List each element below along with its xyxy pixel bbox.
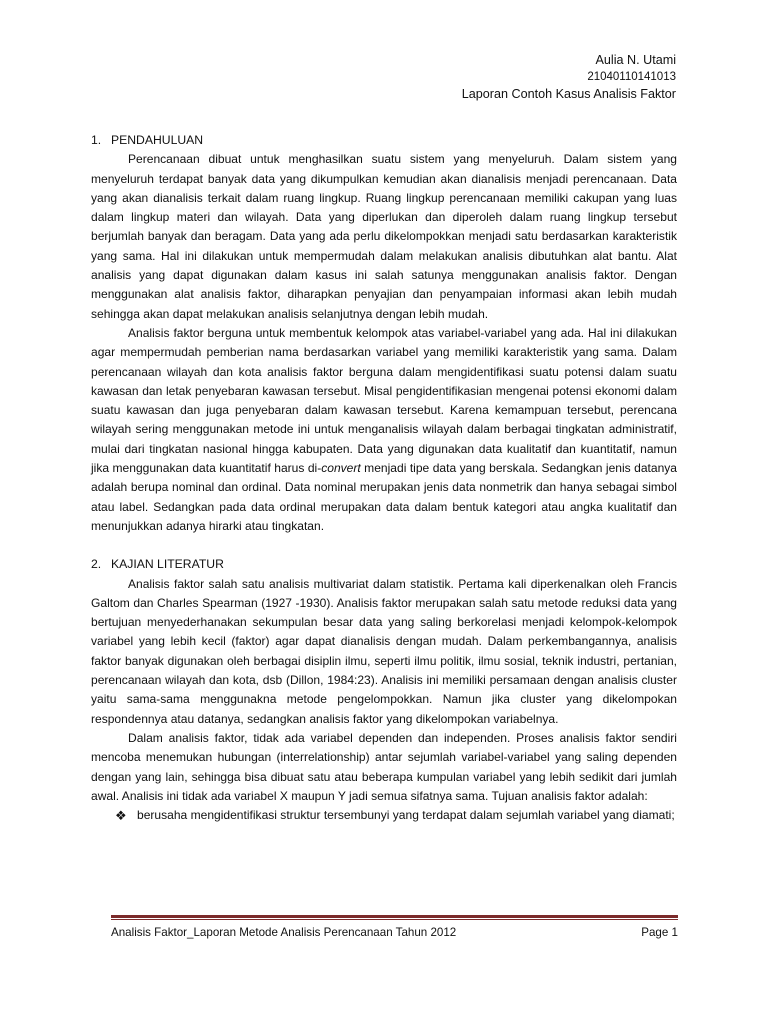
section-title: KAJIAN LITERATUR — [111, 557, 224, 572]
page-footer — [111, 926, 678, 939]
italic-term: convert — [321, 461, 361, 476]
footer-rule-thin — [111, 919, 678, 920]
page-header — [462, 52, 676, 103]
paragraph: Perencanaan dibuat untuk menghasilkan suatu sistem yang menyeluruh. Dalam sistem yang menyeluruh terdapat banyak data yang dikumpulkan kemudian akan dianalisis menjadi perencanaan. Data yang akan dianalisis terkait dalam ruang lingkup. Ruang lingkup perencanaan memiliki cakupan yang luas dalam lingkup materi dan wilayah. Data yang diperlukan dan diperoleh dalam ruang lingkup tersebut berjumlah banyak dan beragam. Data yang ada perlu dikelompokkan menjadi satu berdasarkan karakteristik yang sama. Hal ini dilakukan untuk mempermudah dalam melakukan analisis dibutuhkan alat bantu. Alat analisis yang dapat digunakan dalam kasus ini salah satunya menggunakan analisis faktor. Dengan menggunakan alat analisis faktor, diharapkan penyajian dan penyampaian informasi akan lebih mudah sehingga akan dapat melakukan analisis selanjutnya dengan lebih mudah. — [91, 152, 677, 321]
paragraph: Analisis faktor salah satu analisis multivariat dalam statistik. Pertama kali diperkenalkan oleh Francis Galtom dan Charles Spearman (1927 -1930). Analisis faktor merupakan salah satu metode reduksi data yang bertujuan menyederhanakan sekumpulan besar data yang saling berkorelasi menjadi kelompok-kelompok variabel yang lebih kecil (faktor) agar dapat dianalisis dengan mudah. Dalam perkembangannya, analisis faktor banyak digunakan oleh berbagai disiplin ilmu, seperti ilmu politik, ilmu sosial, teknik industri, pertanian, perencanaan wilayah dan kota, dsb (Dillon, 1984:23). Analisis ini memiliki persamaan dengan analisis cluster yaitu sama-sama menggunakna metode pengelompokkan. Namun jika cluster yang dikelompokan respondennya atau datanya, sedangkan analisis faktor yang dikelompokan variabelnya. — [91, 576, 677, 726]
student-id: 21040110141013 — [587, 71, 676, 83]
section-number: 1. — [91, 133, 102, 147]
footer-title: Analisis Faktor_Laporan Metode Analisis Perencanaan Tahun 2012 — [111, 926, 457, 939]
report-title: Laporan Contoh Kasus Analisis Faktor — [461, 87, 676, 101]
list-item — [115, 806, 677, 825]
section-heading-pendahuluan — [91, 131, 677, 150]
author-name: Aulia N. Utami — [595, 53, 676, 67]
page-number: Page 1 — [641, 926, 678, 939]
section-number: 2. — [91, 557, 102, 572]
footer-rule — [111, 915, 678, 918]
paragraph — [91, 324, 677, 536]
page-content — [91, 131, 677, 825]
paragraph-text: Analisis faktor berguna untuk membentuk kelompok atas variabel-variabel yang ada. Hal ini dilakukan agar mempermudah pemberian nama berdasarkan variabel yang memiliki karakteristik yang sama. Dalam perencanaan wilayah dan kota analisis faktor berguna dalam mengidentifikasi suatu potensi dalam suatu kawasan dan letak penyebaran kawasan tersebut. Misal pengidentifikasian mengenai potensi ekonomi dalam suatu kawasan dan juga penyebaran dalam kawasan tersebut. Karena kemampuan tersebut, perencana wilayah sering menggunakan metode ini untuk menganalisis wilayah dalam berbagai tingkatan administratif, mulai dari tingkatan nasional hingga kabupaten. Data yang digunakan data kualitatif dan kuantitatif, namun jika menggunakan data kuantitatif harus di- — [91, 325, 677, 476]
spacer — [91, 536, 677, 555]
paragraph: Dalam analisis faktor, tidak ada variabel dependen dan independen. Proses analisis faktor sendiri mencoba menemukan hubungan (interrelationship) antar sejumlah variabel-variabel yang saling dependen dengan yang lain, sehingga bisa dibuat satu atau beberapa kumpulan variabel yang lebih sedikit dari jumlah awal. Analisis ini tidak ada variabel X maupun Y jadi semua sifatnya sama. Tujuan analisis faktor adalah: — [91, 730, 677, 803]
diamond-bullet-icon: ❖ — [115, 808, 127, 824]
section-heading-kajian-literatur — [91, 555, 677, 574]
list-item-text: berusaha mengidentifikasi struktur tersembunyi yang terdapat dalam sejumlah variabel yang diamati; — [137, 808, 675, 823]
paragraph-text: menjadi tipe data yang berskala. Sedangkan jenis datanya adalah berupa nominal dan ordinal. Data nominal merupakan jenis data nonmetrik dan hanya sebagai simbol atau label. Sedangkan pada data ordinal merupakan data dalam bentuk kategori atau angka kualitatif dan menunjukkan adanya hirarki atau tingkatan. — [91, 461, 677, 533]
section-title: PENDAHULUAN — [111, 133, 204, 147]
